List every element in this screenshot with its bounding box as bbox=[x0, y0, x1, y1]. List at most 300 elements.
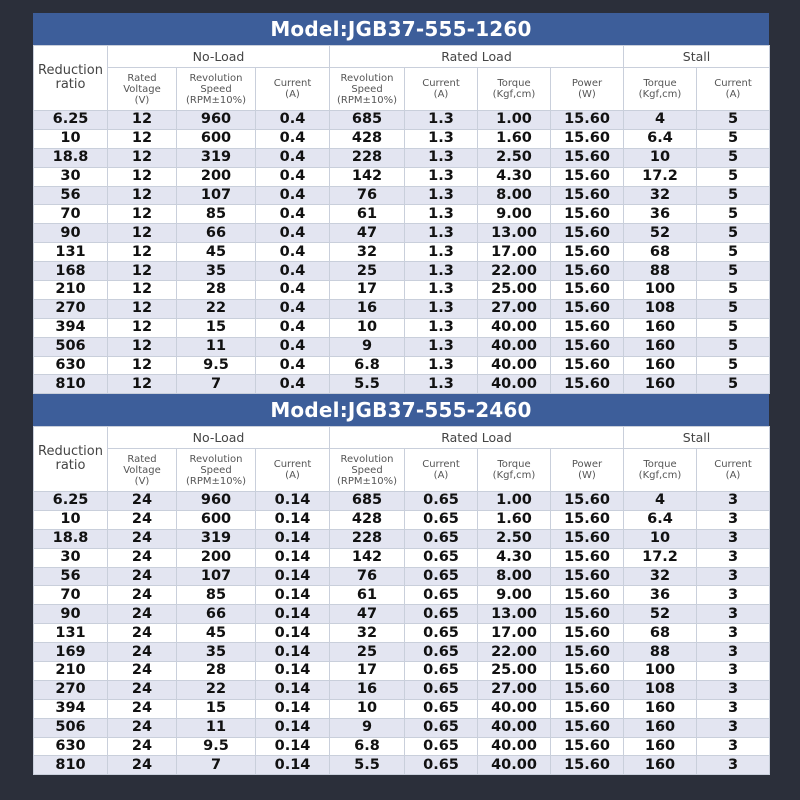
table-cell: 1.3 bbox=[405, 375, 478, 394]
table-row bbox=[34, 510, 770, 529]
table-cell: 12 bbox=[108, 299, 177, 318]
table-cell: 5 bbox=[697, 148, 770, 167]
table-cell: 428 bbox=[330, 510, 405, 529]
table-cell: 12 bbox=[108, 243, 177, 262]
table-cell: 15.60 bbox=[551, 186, 624, 205]
table-cell: 17.00 bbox=[478, 243, 551, 262]
table-cell: 3 bbox=[697, 643, 770, 662]
table-cell: 15.60 bbox=[551, 337, 624, 356]
table-cell: 12 bbox=[108, 318, 177, 337]
table-cell: 0.65 bbox=[405, 548, 478, 567]
no-load-current-header: Current (A) bbox=[256, 68, 330, 111]
table-cell: 66 bbox=[177, 605, 256, 624]
table-cell: 28 bbox=[177, 662, 256, 681]
table-cell: 0.65 bbox=[405, 605, 478, 624]
table-cell: 3 bbox=[697, 737, 770, 756]
table-cell: 131 bbox=[34, 624, 108, 643]
table-cell: 0.4 bbox=[256, 262, 330, 281]
table-row bbox=[34, 148, 770, 167]
power-header: Power (W) bbox=[551, 68, 624, 111]
table-cell: 15.60 bbox=[551, 129, 624, 148]
table-cell: 24 bbox=[108, 699, 177, 718]
table-cell: 8.00 bbox=[478, 186, 551, 205]
table-cell: 0.4 bbox=[256, 337, 330, 356]
spec-table-panel bbox=[33, 13, 769, 392]
table-cell: 0.4 bbox=[256, 375, 330, 394]
table-cell: 28 bbox=[177, 281, 256, 300]
table-cell: 0.4 bbox=[256, 167, 330, 186]
table-cell: 160 bbox=[624, 356, 697, 375]
table-row bbox=[34, 167, 770, 186]
table-cell: 15.60 bbox=[551, 548, 624, 567]
table-cell: 66 bbox=[177, 224, 256, 243]
table-cell: 24 bbox=[108, 548, 177, 567]
table-cell: 5 bbox=[697, 337, 770, 356]
table-cell: 107 bbox=[177, 567, 256, 586]
table-cell: 12 bbox=[108, 356, 177, 375]
rated-voltage-header: Rated Voltage (V) bbox=[108, 449, 177, 492]
table-cell: 5 bbox=[697, 167, 770, 186]
table-cell: 12 bbox=[108, 224, 177, 243]
table-row bbox=[34, 281, 770, 300]
table-cell: 35 bbox=[177, 262, 256, 281]
table-cell: 4 bbox=[624, 111, 697, 130]
table-cell: 10 bbox=[330, 699, 405, 718]
table-cell: 10 bbox=[330, 318, 405, 337]
table-cell: 5 bbox=[697, 281, 770, 300]
table-cell: 4 bbox=[624, 492, 697, 511]
table-cell: 600 bbox=[177, 510, 256, 529]
table-cell: 11 bbox=[177, 337, 256, 356]
table-cell: 5 bbox=[697, 186, 770, 205]
table-cell: 1.3 bbox=[405, 148, 478, 167]
table-cell: 22.00 bbox=[478, 643, 551, 662]
table-cell: 8.00 bbox=[478, 567, 551, 586]
table-cell: 0.4 bbox=[256, 111, 330, 130]
revolution-speed-header: Revolution Speed (RPM±10%) bbox=[177, 68, 256, 111]
table-cell: 56 bbox=[34, 186, 108, 205]
table-cell: 5.5 bbox=[330, 756, 405, 775]
table-cell: 24 bbox=[108, 510, 177, 529]
table-cell: 1.3 bbox=[405, 186, 478, 205]
table-cell: 0.4 bbox=[256, 129, 330, 148]
table-cell: 47 bbox=[330, 224, 405, 243]
table-cell: 6.25 bbox=[34, 492, 108, 511]
table-row bbox=[34, 492, 770, 511]
table-cell: 17.2 bbox=[624, 548, 697, 567]
table-cell: 9 bbox=[330, 718, 405, 737]
table-cell: 40.00 bbox=[478, 756, 551, 775]
table-cell: 5 bbox=[697, 224, 770, 243]
table-row bbox=[34, 586, 770, 605]
table-cell: 15.60 bbox=[551, 111, 624, 130]
table-row bbox=[34, 680, 770, 699]
table-row bbox=[34, 111, 770, 130]
table-row bbox=[34, 129, 770, 148]
table-cell: 15.60 bbox=[551, 375, 624, 394]
table-cell: 10 bbox=[34, 129, 108, 148]
table-cell: 1.3 bbox=[405, 243, 478, 262]
table-cell: 1.3 bbox=[405, 337, 478, 356]
table-cell: 0.4 bbox=[256, 299, 330, 318]
table-cell: 15.60 bbox=[551, 262, 624, 281]
table-cell: 142 bbox=[330, 167, 405, 186]
table-cell: 506 bbox=[34, 337, 108, 356]
table-cell: 6.4 bbox=[624, 510, 697, 529]
table-cell: 9.00 bbox=[478, 586, 551, 605]
table-cell: 61 bbox=[330, 586, 405, 605]
table-cell: 5 bbox=[697, 356, 770, 375]
table-cell: 131 bbox=[34, 243, 108, 262]
table-cell: 45 bbox=[177, 243, 256, 262]
table-cell: 210 bbox=[34, 281, 108, 300]
table-cell: 40.00 bbox=[478, 737, 551, 756]
table-cell: 70 bbox=[34, 205, 108, 224]
table-cell: 5.5 bbox=[330, 375, 405, 394]
table-cell: 1.3 bbox=[405, 224, 478, 243]
table-cell: 1.3 bbox=[405, 205, 478, 224]
rated-current-header: Current (A) bbox=[405, 449, 478, 492]
table-cell: 4.30 bbox=[478, 167, 551, 186]
table-cell: 24 bbox=[108, 492, 177, 511]
table-cell: 27.00 bbox=[478, 299, 551, 318]
table-cell: 15.60 bbox=[551, 624, 624, 643]
table-cell: 0.4 bbox=[256, 356, 330, 375]
table-cell: 0.14 bbox=[256, 699, 330, 718]
table-row bbox=[34, 243, 770, 262]
spec-table bbox=[33, 426, 770, 775]
table-cell: 9.00 bbox=[478, 205, 551, 224]
table-cell: 210 bbox=[34, 662, 108, 681]
table-cell: 12 bbox=[108, 262, 177, 281]
table-cell: 0.4 bbox=[256, 205, 330, 224]
table-cell: 36 bbox=[624, 205, 697, 224]
table-cell: 100 bbox=[624, 662, 697, 681]
table-cell: 6.4 bbox=[624, 129, 697, 148]
table-cell: 160 bbox=[624, 718, 697, 737]
table-cell: 15.60 bbox=[551, 643, 624, 662]
rated-speed-header: Revolution Speed (RPM±10%) bbox=[330, 449, 405, 492]
table-cell: 25.00 bbox=[478, 662, 551, 681]
table-row bbox=[34, 624, 770, 643]
table-cell: 40.00 bbox=[478, 699, 551, 718]
table-cell: 12 bbox=[108, 111, 177, 130]
table-cell: 61 bbox=[330, 205, 405, 224]
table-cell: 15.60 bbox=[551, 224, 624, 243]
table-cell: 0.65 bbox=[405, 737, 478, 756]
table-cell: 32 bbox=[624, 567, 697, 586]
stall-torque-header: Torque (Kgf,cm) bbox=[624, 449, 697, 492]
table-cell: 3 bbox=[697, 548, 770, 567]
table-cell: 5 bbox=[697, 129, 770, 148]
table-cell: 13.00 bbox=[478, 224, 551, 243]
table-cell: 0.14 bbox=[256, 643, 330, 662]
table-cell: 5 bbox=[697, 262, 770, 281]
table-cell: 3 bbox=[697, 510, 770, 529]
table-cell: 160 bbox=[624, 756, 697, 775]
table-cell: 15.60 bbox=[551, 148, 624, 167]
no-load-current-header: Current (A) bbox=[256, 449, 330, 492]
table-cell: 0.14 bbox=[256, 567, 330, 586]
table-cell: 0.65 bbox=[405, 756, 478, 775]
table-cell: 0.14 bbox=[256, 624, 330, 643]
table-cell: 11 bbox=[177, 718, 256, 737]
table-cell: 15.60 bbox=[551, 699, 624, 718]
table-row bbox=[34, 529, 770, 548]
table-cell: 15.60 bbox=[551, 299, 624, 318]
table-cell: 9 bbox=[330, 337, 405, 356]
table-cell: 0.14 bbox=[256, 548, 330, 567]
table-cell: 5 bbox=[697, 299, 770, 318]
table-cell: 107 bbox=[177, 186, 256, 205]
table-row bbox=[34, 337, 770, 356]
table-cell: 15 bbox=[177, 318, 256, 337]
table-cell: 0.14 bbox=[256, 662, 330, 681]
table-cell: 0.4 bbox=[256, 281, 330, 300]
table-cell: 27.00 bbox=[478, 680, 551, 699]
rated-load-header: Rated Load bbox=[330, 427, 624, 449]
table-cell: 394 bbox=[34, 318, 108, 337]
table-cell: 5 bbox=[697, 318, 770, 337]
table-cell: 6.8 bbox=[330, 737, 405, 756]
table-cell: 6.25 bbox=[34, 111, 108, 130]
table-cell: 12 bbox=[108, 148, 177, 167]
table-cell: 24 bbox=[108, 586, 177, 605]
table-cell: 0.14 bbox=[256, 510, 330, 529]
table-cell: 12 bbox=[108, 337, 177, 356]
table-cell: 24 bbox=[108, 718, 177, 737]
table-cell: 0.65 bbox=[405, 680, 478, 699]
table-cell: 30 bbox=[34, 167, 108, 186]
table-cell: 160 bbox=[624, 737, 697, 756]
table-cell: 24 bbox=[108, 624, 177, 643]
table-cell: 24 bbox=[108, 605, 177, 624]
table-cell: 12 bbox=[108, 167, 177, 186]
rated-torque-header: Torque (Kgf,cm) bbox=[478, 449, 551, 492]
table-cell: 228 bbox=[330, 148, 405, 167]
table-cell: 15.60 bbox=[551, 510, 624, 529]
table-cell: 15 bbox=[177, 699, 256, 718]
table-cell: 15.60 bbox=[551, 205, 624, 224]
reduction-ratio-header: Reduction ratio bbox=[34, 46, 108, 111]
table-cell: 1.60 bbox=[478, 129, 551, 148]
table-cell: 1.00 bbox=[478, 111, 551, 130]
table-cell: 3 bbox=[697, 529, 770, 548]
table-cell: 108 bbox=[624, 680, 697, 699]
table-cell: 16 bbox=[330, 299, 405, 318]
table-cell: 36 bbox=[624, 586, 697, 605]
table-cell: 3 bbox=[697, 567, 770, 586]
table-cell: 0.65 bbox=[405, 624, 478, 643]
revolution-speed-header: Revolution Speed (RPM±10%) bbox=[177, 449, 256, 492]
model-title: Model:JGB37-555-2460 bbox=[33, 394, 769, 426]
table-cell: 0.65 bbox=[405, 567, 478, 586]
table-cell: 1.3 bbox=[405, 318, 478, 337]
table-cell: 1.3 bbox=[405, 129, 478, 148]
table-cell: 1.00 bbox=[478, 492, 551, 511]
table-cell: 0.65 bbox=[405, 718, 478, 737]
table-cell: 18.8 bbox=[34, 148, 108, 167]
table-cell: 0.65 bbox=[405, 699, 478, 718]
table-row bbox=[34, 662, 770, 681]
table-cell: 15.60 bbox=[551, 756, 624, 775]
table-cell: 10 bbox=[624, 529, 697, 548]
table-cell: 88 bbox=[624, 643, 697, 662]
table-cell: 685 bbox=[330, 492, 405, 511]
table-cell: 85 bbox=[177, 586, 256, 605]
table-cell: 142 bbox=[330, 548, 405, 567]
table-cell: 24 bbox=[108, 680, 177, 699]
table-cell: 15.60 bbox=[551, 243, 624, 262]
table-cell: 32 bbox=[624, 186, 697, 205]
table-cell: 22 bbox=[177, 680, 256, 699]
table-cell: 0.14 bbox=[256, 718, 330, 737]
table-cell: 76 bbox=[330, 567, 405, 586]
table-cell: 2.50 bbox=[478, 148, 551, 167]
table-cell: 0.4 bbox=[256, 186, 330, 205]
table-cell: 428 bbox=[330, 129, 405, 148]
rated-speed-header: Revolution Speed (RPM±10%) bbox=[330, 68, 405, 111]
table-cell: 12 bbox=[108, 205, 177, 224]
table-row bbox=[34, 643, 770, 662]
table-cell: 810 bbox=[34, 375, 108, 394]
table-cell: 0.4 bbox=[256, 318, 330, 337]
table-cell: 68 bbox=[624, 624, 697, 643]
table-cell: 56 bbox=[34, 567, 108, 586]
table-cell: 88 bbox=[624, 262, 697, 281]
table-cell: 0.14 bbox=[256, 529, 330, 548]
table-cell: 12 bbox=[108, 281, 177, 300]
table-row bbox=[34, 318, 770, 337]
table-row bbox=[34, 205, 770, 224]
table-cell: 3 bbox=[697, 492, 770, 511]
table-cell: 9.5 bbox=[177, 356, 256, 375]
table-cell: 15.60 bbox=[551, 567, 624, 586]
no-load-header: No-Load bbox=[108, 427, 330, 449]
table-cell: 169 bbox=[34, 643, 108, 662]
stall-header: Stall bbox=[624, 427, 770, 449]
table-cell: 0.65 bbox=[405, 492, 478, 511]
table-cell: 68 bbox=[624, 243, 697, 262]
reduction-ratio-header: Reduction ratio bbox=[34, 427, 108, 492]
rated-current-header: Current (A) bbox=[405, 68, 478, 111]
table-cell: 30 bbox=[34, 548, 108, 567]
table-cell: 270 bbox=[34, 680, 108, 699]
table-cell: 12 bbox=[108, 375, 177, 394]
table-cell: 40.00 bbox=[478, 356, 551, 375]
table-cell: 6.8 bbox=[330, 356, 405, 375]
table-cell: 90 bbox=[34, 605, 108, 624]
table-cell: 0.65 bbox=[405, 662, 478, 681]
table-cell: 15.60 bbox=[551, 529, 624, 548]
stall-torque-header: Torque (Kgf,cm) bbox=[624, 68, 697, 111]
table-cell: 0.14 bbox=[256, 737, 330, 756]
table-cell: 1.3 bbox=[405, 262, 478, 281]
table-row bbox=[34, 699, 770, 718]
table-cell: 1.3 bbox=[405, 299, 478, 318]
table-cell: 0.4 bbox=[256, 148, 330, 167]
table-cell: 17 bbox=[330, 662, 405, 681]
table-cell: 0.14 bbox=[256, 680, 330, 699]
table-cell: 1.3 bbox=[405, 111, 478, 130]
table-cell: 24 bbox=[108, 529, 177, 548]
table-cell: 32 bbox=[330, 624, 405, 643]
table-cell: 10 bbox=[624, 148, 697, 167]
table-cell: 108 bbox=[624, 299, 697, 318]
table-cell: 1.60 bbox=[478, 510, 551, 529]
table-cell: 228 bbox=[330, 529, 405, 548]
table-cell: 13.00 bbox=[478, 605, 551, 624]
table-cell: 17 bbox=[330, 281, 405, 300]
table-cell: 960 bbox=[177, 492, 256, 511]
table-row bbox=[34, 262, 770, 281]
table-cell: 70 bbox=[34, 586, 108, 605]
table-cell: 15.60 bbox=[551, 718, 624, 737]
rated-voltage-header: Rated Voltage (V) bbox=[108, 68, 177, 111]
table-cell: 319 bbox=[177, 529, 256, 548]
table-cell: 24 bbox=[108, 662, 177, 681]
table-row bbox=[34, 224, 770, 243]
table-body bbox=[34, 492, 770, 775]
table-cell: 100 bbox=[624, 281, 697, 300]
table-row bbox=[34, 737, 770, 756]
table-cell: 3 bbox=[697, 586, 770, 605]
table-cell: 3 bbox=[697, 680, 770, 699]
table-row bbox=[34, 186, 770, 205]
table-cell: 1.3 bbox=[405, 281, 478, 300]
table-row bbox=[34, 756, 770, 775]
table-cell: 17.2 bbox=[624, 167, 697, 186]
table-cell: 160 bbox=[624, 699, 697, 718]
table-row bbox=[34, 718, 770, 737]
table-row bbox=[34, 299, 770, 318]
table-cell: 7 bbox=[177, 756, 256, 775]
table-cell: 9.5 bbox=[177, 737, 256, 756]
table-cell: 630 bbox=[34, 356, 108, 375]
table-cell: 960 bbox=[177, 111, 256, 130]
table-cell: 40.00 bbox=[478, 337, 551, 356]
table-cell: 2.50 bbox=[478, 529, 551, 548]
table-cell: 15.60 bbox=[551, 281, 624, 300]
table-cell: 7 bbox=[177, 375, 256, 394]
table-cell: 18.8 bbox=[34, 529, 108, 548]
table-row bbox=[34, 567, 770, 586]
table-cell: 15.60 bbox=[551, 737, 624, 756]
table-cell: 0.65 bbox=[405, 510, 478, 529]
model-title: Model:JGB37-555-1260 bbox=[33, 13, 769, 45]
table-cell: 1.3 bbox=[405, 167, 478, 186]
table-cell: 200 bbox=[177, 167, 256, 186]
table-cell: 52 bbox=[624, 224, 697, 243]
stall-current-header: Current (A) bbox=[697, 68, 770, 111]
table-cell: 0.65 bbox=[405, 529, 478, 548]
table-cell: 40.00 bbox=[478, 375, 551, 394]
table-cell: 4.30 bbox=[478, 548, 551, 567]
table-cell: 160 bbox=[624, 318, 697, 337]
table-cell: 40.00 bbox=[478, 318, 551, 337]
table-cell: 15.60 bbox=[551, 605, 624, 624]
table-cell: 600 bbox=[177, 129, 256, 148]
table-cell: 3 bbox=[697, 662, 770, 681]
table-cell: 394 bbox=[34, 699, 108, 718]
table-cell: 15.60 bbox=[551, 662, 624, 681]
table-cell: 3 bbox=[697, 756, 770, 775]
table-cell: 17.00 bbox=[478, 624, 551, 643]
table-cell: 319 bbox=[177, 148, 256, 167]
table-cell: 52 bbox=[624, 605, 697, 624]
rated-torque-header: Torque (Kgf,cm) bbox=[478, 68, 551, 111]
table-cell: 22.00 bbox=[478, 262, 551, 281]
